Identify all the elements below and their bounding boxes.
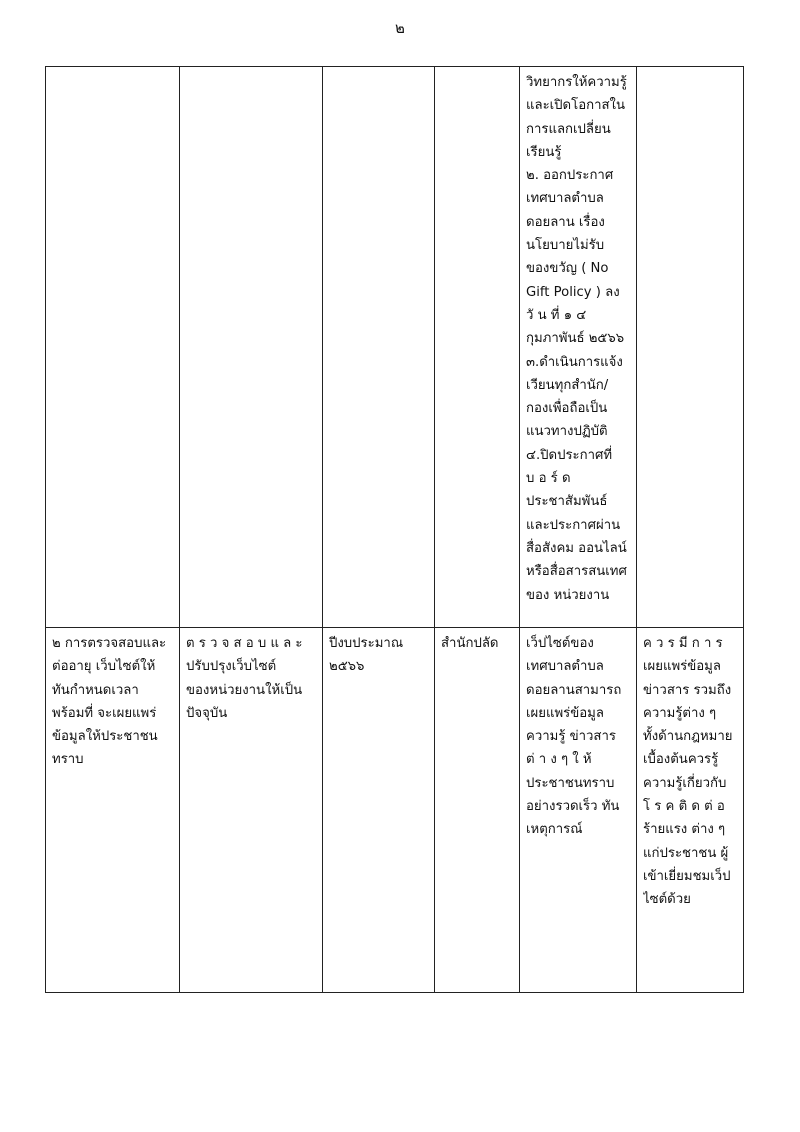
cell-text-line: ทันกำหนดเวลา bbox=[52, 682, 139, 698]
cell-text-line: พร้อมที่ จะเผยแพร่ bbox=[52, 705, 157, 721]
cell-text-line: ทั้งด้านกฎหมาย bbox=[643, 729, 733, 745]
cell-text-line: ข่าวสาร รวมถึง bbox=[643, 682, 732, 698]
cell-text-line: ปัจจุบัน bbox=[186, 705, 228, 721]
cell-text-line: ของหน่วยงานให้เป็น bbox=[186, 682, 303, 698]
cell-text-line: วิทยากรให้ความรู้ bbox=[526, 75, 627, 90]
cell-text-line: และเปิดโอกาสใน bbox=[526, 98, 626, 114]
table-row bbox=[46, 67, 744, 628]
cell-text-line: ไซต์ด้วย bbox=[643, 892, 691, 908]
cell-text-line: เข้าเยี่ยมชมเว็ป bbox=[643, 868, 731, 884]
cell-text-line: และประกาศผ่าน bbox=[526, 517, 621, 533]
cell-text-line: เบื้องต้นควรรู้ bbox=[643, 752, 719, 768]
cell-text-line: บ อ ร์ ด bbox=[526, 471, 571, 487]
remark-cell bbox=[637, 67, 744, 628]
cell-text-line: ๒๕๖๖ bbox=[329, 659, 365, 675]
cell-text-line: กองเพื่อถือเป็น bbox=[526, 401, 608, 417]
cell-text-line: ต่ า ง ๆ ใ ห้ bbox=[526, 752, 592, 768]
cell-text-line: ๒ การตรวจสอบและ bbox=[52, 636, 167, 651]
cell-text-line: Gift Policy ) ลง bbox=[526, 284, 620, 300]
cell-text-line: เรียนรู้ bbox=[526, 144, 562, 160]
cell-text-line: ประชาสัมพันธ์ bbox=[526, 494, 608, 510]
cell-text-line: ค ว ร มี ก า ร bbox=[643, 636, 723, 651]
cell-text-line: หรือสื่อสารสนเทศ bbox=[526, 564, 627, 580]
cell-text-line: เทศบาลตำบล bbox=[526, 191, 604, 207]
cell-text-line: เทศบาลตำบล bbox=[526, 659, 604, 675]
cell-text-line: ๔.ปิดประกาศที่ bbox=[526, 447, 613, 463]
page-number: ๒ bbox=[395, 19, 405, 37]
remark-cell bbox=[637, 628, 744, 993]
responsible-cell bbox=[435, 67, 520, 628]
cell-text-line: กุมภาพันธ์ ๒๕๖๖ bbox=[526, 331, 625, 347]
cell-text-line: ต่ออายุ เว็บไซต์ให้ bbox=[52, 659, 156, 675]
cell-text-line: เหตุการณ์ bbox=[526, 822, 583, 838]
cell-text-line: ร้ายแรง ต่าง ๆ bbox=[643, 822, 726, 838]
responsible-cell bbox=[435, 628, 520, 993]
period-cell bbox=[323, 628, 435, 993]
table-row bbox=[46, 628, 744, 993]
project-cell bbox=[46, 628, 180, 993]
cell-text-line: แก่ประชาชน ผู้ bbox=[643, 845, 729, 861]
cell-text-line: สำนักปลัด bbox=[441, 636, 499, 651]
result-cell bbox=[520, 67, 637, 628]
activity-cell bbox=[180, 628, 323, 993]
cell-text-line: เผยแพร่ข้อมูล bbox=[526, 705, 604, 721]
cell-text-line: เว็ปไซต์ของ bbox=[526, 636, 594, 651]
cell-text-line: ความรู้ต่าง ๆ bbox=[643, 705, 717, 721]
cell-text-line: เวียนทุกสำนัก/ bbox=[526, 377, 609, 393]
cell-text-line: ข้อมูลให้ประชาชน bbox=[52, 729, 158, 745]
cell-text-line: ดอยลานสามารถ bbox=[526, 682, 622, 698]
cell-text-line: ๒. ออกประกาศ bbox=[526, 168, 614, 184]
cell-text-line: ดอยลาน เรื่อง bbox=[526, 214, 605, 230]
cell-text-line: วั น ที่ ๑ ๔ bbox=[526, 307, 587, 323]
cell-text-line: ทราบ bbox=[52, 752, 84, 768]
cell-text-line: ของ หน่วยงาน bbox=[526, 587, 610, 603]
plan-table bbox=[45, 66, 744, 993]
cell-text-line: ๓.ดำเนินการแจ้ง bbox=[526, 354, 623, 370]
cell-text-line: อย่างรวดเร็ว ทัน bbox=[526, 799, 620, 815]
cell-text-line: ความรู้เกี่ยวกับ bbox=[643, 775, 727, 791]
cell-text-line: ปรับปรุงเว็บไซต์ bbox=[186, 659, 277, 675]
cell-text-line: ของขวัญ ( No bbox=[526, 261, 609, 277]
cell-text-line: ต ร ว จ ส อ บ แ ล ะ bbox=[186, 636, 303, 651]
activity-cell bbox=[180, 67, 323, 628]
cell-text-line: ความรู้ ข่าวสาร bbox=[526, 729, 616, 745]
result-cell bbox=[520, 628, 637, 993]
project-cell bbox=[46, 67, 180, 628]
cell-text-line: นโยบายไม่รับ bbox=[526, 238, 605, 254]
period-cell bbox=[323, 67, 435, 628]
cell-text-line: ปีงบประมาณ bbox=[329, 636, 404, 651]
cell-text-line: การแลกเปลี่ยน bbox=[526, 121, 611, 137]
cell-text-line: แนวทางปฏิบัติ bbox=[526, 424, 608, 440]
cell-text-line: โ ร ค ติ ด ต่ อ bbox=[643, 799, 725, 815]
cell-text-line: เผยแพร่ข้อมูล bbox=[643, 659, 721, 675]
cell-text-line: ประชาชนทราบ bbox=[526, 775, 615, 791]
cell-text-line: สื่อสังคม ออนไลน์ bbox=[526, 540, 627, 556]
